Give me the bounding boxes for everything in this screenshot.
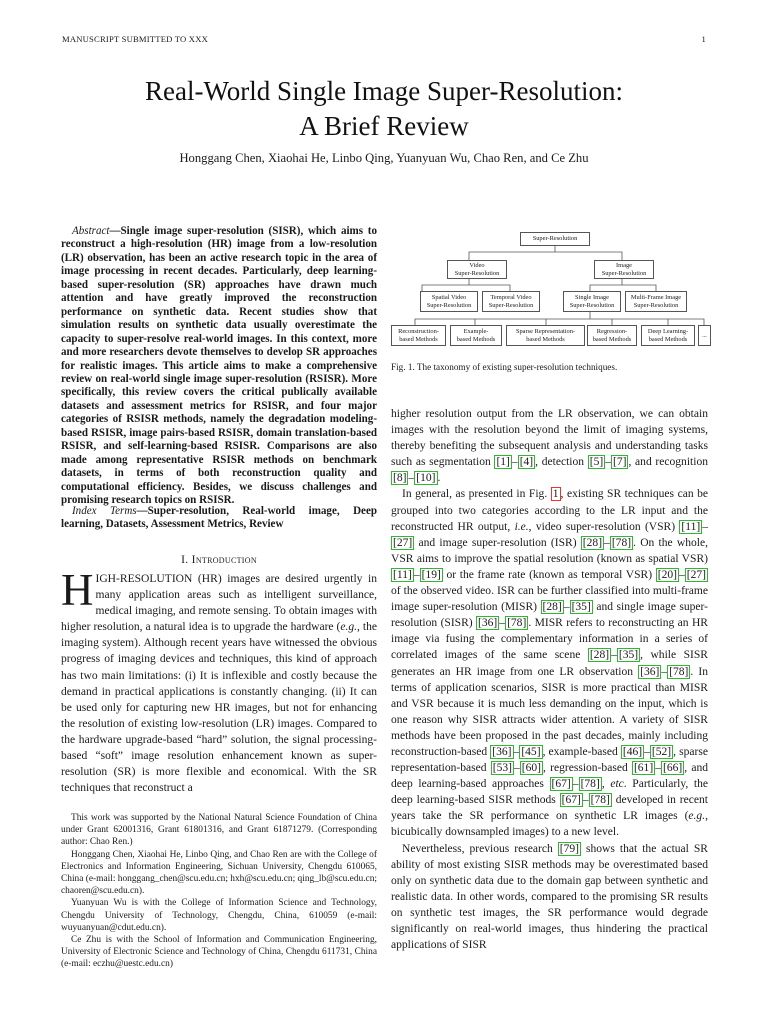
citation-link[interactable]: [53]: [492, 762, 512, 775]
node-image-sr: Image Super-Resolution: [594, 260, 654, 279]
citation-link[interactable]: [52]: [651, 745, 672, 758]
node-more: ...: [698, 325, 711, 346]
citation-link[interactable]: [28]: [582, 536, 603, 549]
citation-link[interactable]: [36]: [478, 617, 498, 630]
footnote-affiliation-3: Ce Zhu is with the School of Information and Communication Engineering, University of Electronic Science and Technology of China, Chengdu 611731, China (e-mail: eczhu@uestc.edu.cn): [61, 935, 377, 970]
node-multi-frame-image-sr: Multi-Frame Image Super-Resolution: [625, 291, 687, 312]
citation-link[interactable]: [78]: [611, 536, 632, 549]
author-list: Honggang Chen, Xiaohai He, Linbo Qing, Yuanyuan Wu, Chao Ren, and Ce Zhu: [179, 151, 589, 165]
citation-link[interactable]: [27]: [393, 536, 413, 549]
drop-cap: H: [61, 565, 94, 615]
citation-link[interactable]: [35]: [571, 601, 591, 614]
abstract-label: Abstract: [72, 225, 110, 237]
node-deep-learning-based: Deep Learning- based Methods: [641, 325, 695, 346]
node-regression-based: Regression- based Methods: [587, 325, 637, 346]
citation-link[interactable]: [8]: [393, 472, 407, 485]
footnote-affiliation-2: Yuanyuan Wu is with the College of Information Science and Technology, Chengdu University of Technology, Chengdu, China, 610059 (e-mail: wuyuanyuan@cdut.edu.cn).: [61, 898, 377, 933]
node-temporal-video-sr: Temporal Video Super-Resolution: [482, 291, 540, 312]
node-reconstruction-based: Reconstruction- based Methods: [391, 325, 446, 346]
index-terms-text: —Super-resolution, Real-world image, Deep learning, Datasets, Assessment Metrics, Review: [61, 505, 377, 531]
footnote-affiliation-1: Honggang Chen, Xiaohai He, Linbo Qing, and Chao Ren are with the College of Electronics and Information Engineering, Sichuan University, Chengdu 610065, China (e-mail: honggang_chen@scu.edu.cn; hxh@scu.edu.cn; qing_lb@scu.edu.cn; chaoren@scu.edu.cn).: [61, 849, 377, 897]
page-number: 1: [701, 34, 706, 44]
citation-link[interactable]: [78]: [580, 778, 600, 791]
abstract-text: —Single image super-resolution (SISR), which aims to reconstruct a high-resolution (HR) image from a low-resolution (LR) observation, has been an active research topic in the area of image processing in recent decades. Particularly, deep learning-based super-resolution (SR) approaches have drawn much attention and have greatly improved the reconstruction performance on synthetic data. Recent studies show that simulation results on synthetic data usually overestimate the capacity to super-resolve real-world images. In this context, more and more researchers devote themselves to develop SR approaches for realistic images. This article aims to make a comprehensive review on real-world single image super-resolution (RSISR). More specifically, this review covers the critical publically available datasets and assessment metrics for RSISR, and four major categories of RSISR methods, namely the degradation modeling-based RSISR, image pairs-based RSISR, domain translation-based RSISR, and self-learning-based RSISR. Comparisons are also made among representative RSISR methods on benchmark datasets, in terms of both reconstruction quality and computational efficiency. Besides, we discuss challenges and promising research topics on RSISR.: [61, 225, 377, 507]
citation-link[interactable]: [36]: [492, 745, 512, 758]
citation-link[interactable]: [67]: [551, 778, 571, 791]
section-title: Introduction: [191, 553, 257, 566]
footnote-funding: This work was supported by the National Natural Science Foundation of China under Grant 62001316, Grant 61801316, and Grant 61871279. (Corresponding author: Chao Ren.): [61, 813, 377, 848]
citation-link[interactable]: [5]: [589, 456, 604, 469]
citation-link[interactable]: [61]: [633, 762, 654, 775]
citation-link[interactable]: [35]: [618, 649, 639, 662]
citation-link[interactable]: [66]: [662, 762, 683, 775]
running-title: MANUSCRIPT SUBMITTED TO XXX: [62, 34, 209, 44]
citation-link[interactable]: [28]: [589, 649, 610, 662]
paper-title: [40, 74, 728, 144]
paragraph-1: higher resolution output from the LR observation, we can obtain images with the resolution beyond the limit of imaging systems, thereby benefiting the subsequent analysis and understanding tasks such as segmentation [1] – [4] , detection [5] – [7] , and recognition [8] – [10] .: [391, 408, 708, 485]
citation-link[interactable]: [4]: [519, 456, 534, 469]
intro-paragraph: [61, 565, 377, 796]
citation-link[interactable]: [19]: [421, 568, 441, 581]
citation-link[interactable]: [20]: [657, 568, 677, 581]
title-line-1: Real-World Single Image Super-Resolution:: [145, 76, 623, 106]
citation-link[interactable]: [36]: [640, 665, 660, 678]
citation-link[interactable]: [11]: [681, 520, 701, 533]
figure-link[interactable]: 1: [552, 488, 559, 501]
node-single-image-sr: Single Image Super-Resolution: [563, 291, 621, 312]
citation-link[interactable]: [27]: [686, 568, 706, 581]
intro-text: IGH-RESOLUTION (HR) images are desired urgently in many application areas such as intelligent surveillance, medical imaging, and remote sensing. To obtain images with higher resolution, a natural idea is to upgrade the hardware (: [61, 573, 377, 634]
node-video-sr: Video Super-Resolution: [447, 260, 507, 279]
node-super-resolution: Super-Resolution: [520, 232, 590, 246]
taxonomy-figure: [391, 225, 721, 355]
index-terms: [61, 505, 377, 532]
citation-link[interactable]: [11]: [393, 568, 412, 581]
citation-link[interactable]: [78]: [507, 617, 527, 630]
citation-link[interactable]: [78]: [590, 794, 610, 807]
right-column-body: [391, 406, 708, 953]
section-number: I.: [181, 553, 189, 566]
intro-text-2: , the imaging system). Although recent years have witnessed the obvious progress of imaging devices and techniques, this kind of approach has two main limitations: (i) It is inflexible and costly because the demand in practical applications is constantly changing. (ii) It can be used only for capturing new HR images, but not for enhancing the resolution of existing low-resolution (LR) images. Compared to the hardware upgrade-based “hard” solution, the signal processing-based “soft” image resolution enhancement known as super-resolution (SR) is more flexible and economical. With the SR techniques that reconstruct a: [61, 621, 377, 795]
citation-link[interactable]: [46]: [622, 745, 643, 758]
index-terms-label: Index Terms: [72, 505, 137, 517]
citation-link[interactable]: [1]: [496, 456, 510, 469]
paragraph-3: Nevertheless, previous research [79] shows that the actual SR ability of most existing SISR methods may be overestimated based only on synthetic data due to the domain gap between synthetic and realistic data. In other words, compared to the promising SR results on synthetic test images, the SR performance would degrade significantly on real-world images, thus hindering the practical applications of SISR: [391, 842, 709, 952]
citation-link[interactable]: [10]: [416, 472, 436, 485]
node-sparse-representation-based: Sparse Representation- based Methods: [506, 325, 585, 346]
running-header: [62, 34, 706, 44]
node-example-based: Example- based Methods: [450, 325, 502, 346]
footnotes: [61, 812, 377, 971]
citation-link[interactable]: [78]: [669, 665, 689, 678]
paragraph-2: In general, as presented in Fig. 1 , existing SR techniques can be grouped into two categories according to the LR input and the reconstructed HR output, i.e., video super-resolution (VSR) [11] –[27] and image super-resolution (ISR) [28] – [78] . On the whole, VSR aims to improve the spatial resolution (known as spatial VSR) [11] – [19] or the frame rate (known as temporal VSR) [20] – [27] of the observed video. ISR can be further classified into multi-frame image super-resolution (MISR) [28] – [35] and single image super-resolution (SISR) [36] – [78] . MISR refers to reconstructing an HR image via fusing the complementary information in a series of correlated images of the same scene [28] – [35] , while SISR generates an HR image from one LR observation [36] – [78] . In terms of application scenarios, SISR is more practical than MISR and VSR because it is much less demanding on the input, which is one reason why SISR attracts wider attention. A variety of SISR methods have been proposed in the past decades, mainly including reconstruction-based [36] – [45] , example-based [46] – [52] , sparse representation-based [53] – [60] , regression-based [61] – [66] , and deep learning-based approaches [67] – [78] , etc. Particularly, the deep learning-based SISR methods [67] – [78] developed in recent years take the SR performance on synthetic LR images (e.g., bicubically downsampled images) to a new level.: [391, 488, 709, 839]
figure-caption: Fig. 1. The taxonomy of existing super-resolution techniques.: [391, 362, 618, 372]
title-line-2: A Brief Review: [299, 111, 469, 141]
citation-link[interactable]: [7]: [613, 456, 627, 469]
node-spatial-video-sr: Spatial Video Super-Resolution: [420, 291, 478, 312]
citation-link[interactable]: [28]: [542, 601, 562, 614]
abstract: [61, 225, 377, 508]
intro-eg: e.g.: [340, 621, 358, 634]
section-heading: [61, 553, 377, 566]
citation-link[interactable]: [79]: [559, 842, 580, 855]
citation-link[interactable]: [45]: [521, 745, 541, 758]
citation-link[interactable]: [67]: [561, 794, 581, 807]
citation-link[interactable]: [60]: [521, 762, 542, 775]
